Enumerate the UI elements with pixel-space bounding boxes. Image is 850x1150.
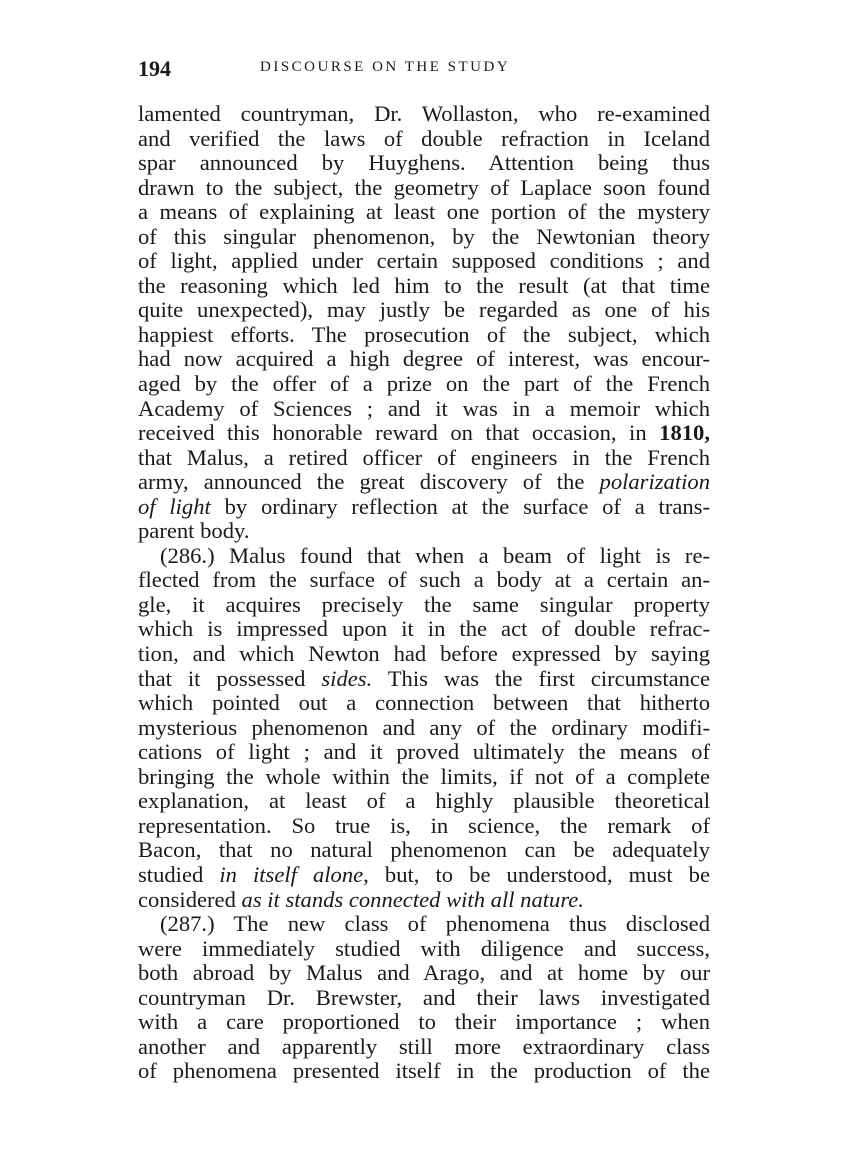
- text-line: cations of light ; and it proved ultimately the means of: [138, 739, 710, 765]
- text-line: and verified the laws of double refraction in Iceland: [138, 125, 710, 151]
- text-line: both abroad by Malus and Arago, and at home by our: [138, 960, 710, 986]
- page-number: 194: [138, 56, 171, 81]
- text-run: This was the first circumstance: [372, 665, 710, 691]
- text-line: Bacon, that no natural phenomenon can be adequately: [138, 837, 710, 863]
- text-line: countryman Dr. Brewster, and their laws investigated: [138, 984, 710, 1010]
- italic-run: as it stands connected with all nature.: [241, 886, 584, 912]
- text-line: quite unexpected), may justly be regarded as one of his: [138, 297, 710, 323]
- text-line: of phenomena presented itself in the production of the: [138, 1058, 710, 1084]
- text-line: [138, 470, 710, 495]
- text-line: [138, 888, 710, 913]
- text-line: tion, and which Newton had before expressed by saying: [138, 641, 710, 667]
- text-line: of light, applied under certain supposed conditions ; and: [138, 248, 710, 274]
- text-line: spar announced by Huyghens. Attention being thus: [138, 150, 710, 176]
- running-title: DISCOURSE ON THE STUDY: [260, 59, 511, 75]
- text-line: parent body.: [138, 518, 250, 544]
- text-line: [138, 495, 710, 520]
- text-line: bringing the whole within the limits, if not of a complete: [138, 763, 710, 789]
- text-line: which pointed out a connection between that hitherto: [138, 690, 710, 716]
- italic-run: polarization: [599, 469, 710, 495]
- text-run: studied: [138, 861, 220, 887]
- text-line: mysterious phenomenon and any of the ordinary modifi-: [138, 714, 710, 740]
- text-line: a means of explaining at least one portion of the mystery: [138, 199, 710, 225]
- text-line: explanation, at least of a highly plausible theoretical: [138, 788, 710, 814]
- text-line: gle, it acquires precisely the same singular property: [138, 591, 710, 617]
- paragraph-286-start: (286.) Malus found that when a beam of light is re-: [160, 542, 710, 568]
- text-line: lamented countryman, Dr. Wollaston, who re-examined: [138, 101, 710, 126]
- text-run: considered: [138, 886, 242, 912]
- text-line: were immediately studied with diligence and success,: [138, 935, 710, 961]
- paragraph-287-start: (287.) The new class of phenomena thus disclosed: [160, 911, 710, 937]
- year-bold: 1810,: [659, 420, 710, 446]
- text-line: [138, 863, 710, 888]
- text-line: representation. So true is, in science, the remark of: [138, 812, 710, 838]
- text-run: received this honorable reward on that occasion, in: [138, 420, 660, 446]
- text-line: which is impressed upon it in the act of double refrac-: [138, 616, 710, 642]
- text-line: another and apparently still more extraordinary class: [138, 1033, 710, 1059]
- body-text: [138, 102, 710, 1084]
- text-line: [138, 421, 710, 446]
- text-run: but, to be understood, must be: [368, 861, 710, 887]
- italic-run: of light: [138, 493, 211, 519]
- text-line: had now acquired a high degree of interest, was encour-: [138, 346, 710, 372]
- text-line: of this singular phenomenon, by the Newtonian theory: [138, 223, 710, 249]
- text-line: that Malus, a retired officer of engineers in the French: [138, 444, 710, 470]
- italic-run: sides.: [321, 665, 373, 691]
- text-line: [138, 667, 710, 692]
- text-line: Academy of Sciences ; and it was in a memoir which: [138, 395, 710, 421]
- text-run: army, announced the great discovery of the: [138, 469, 600, 495]
- text-line: flected from the surface of such a body at a certain an-: [138, 567, 710, 593]
- text-line: the reasoning which led him to the result (at that time: [138, 272, 710, 298]
- text-run: that it possessed: [138, 665, 322, 691]
- text-line: happiest efforts. The prosecution of the subject, which: [138, 321, 710, 347]
- text-line: with a care proportioned to their importance ; when: [138, 1009, 710, 1035]
- text-line: drawn to the subject, the geometry of Laplace soon found: [138, 174, 710, 200]
- text-run: by ordinary reflection at the surface of a trans-: [210, 493, 710, 519]
- text-line: aged by the offer of a prize on the part of the French: [138, 371, 710, 397]
- italic-run: in itself alone,: [219, 861, 369, 887]
- running-head: [138, 56, 710, 86]
